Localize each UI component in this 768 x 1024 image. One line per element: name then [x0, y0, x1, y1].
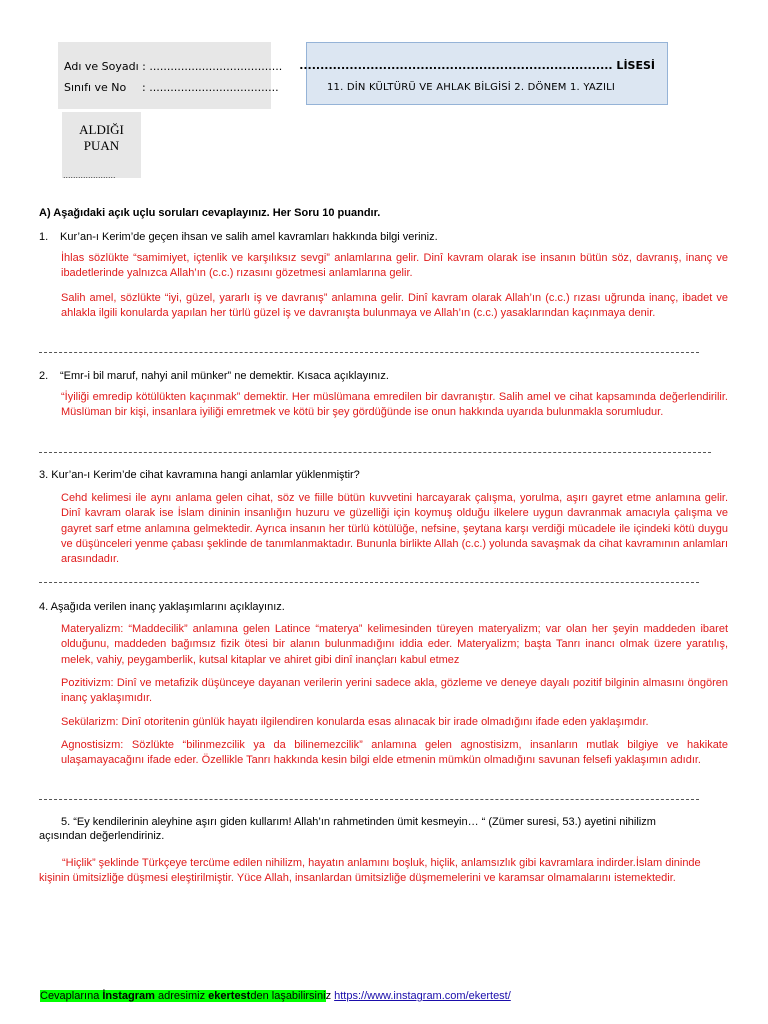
question-2 [39, 370, 389, 382]
name-line [64, 60, 282, 73]
question-5 [61, 816, 656, 828]
question-text: Aşağıda verilen inanç yaklaşımlarını açıklayınız. [50, 601, 285, 613]
score-box [62, 112, 141, 178]
question-number: 3. [39, 469, 49, 481]
footer-instagram: İnstagram [102, 990, 155, 1002]
answer-1a: İhlas sözlükte “samimiyet, içtenlik ve karşılıksız sevgi” anlamlarına gelir. Dinî kavram olarak ise insanın bütün söz, davranış, inanç ve ibadetlerinde yalnızca Allah’ın (c.c.) rızasını gözetmesi anlamlarına gelir. [61, 252, 728, 280]
class-label: Sınıfı ve No [64, 81, 127, 94]
footer-ekertest: ekertest [208, 990, 251, 1002]
separator [39, 352, 699, 353]
name-blank: ...................................... [149, 60, 283, 73]
answer-1b: Salih amel, sözlükte “iyi, güzel, yararlı iş ve davranış” anlamına gelir. Dinî kavram olarak Allah’ın (c.c.) rızası uğrunda inanç, ibadet ve ahlakla ilgili konularda yapılan her türlü güzel iş ve davranışta bulunmaya ve Allah’ın (c.c.) yasaklarından kaçınmaya denir. [61, 292, 728, 320]
class-blank: ..................................... [149, 81, 279, 94]
question-text: “Emr-i bil maruf, nahyi anil münker” ne demektir. Kısaca açıklayınız. [60, 370, 389, 382]
name-label: Adı ve Soyadı : [64, 60, 146, 73]
footer-text-4: z [325, 990, 335, 1002]
question-number: 4. [39, 601, 49, 613]
separator [39, 799, 699, 800]
footer-text-3: den laşabilirsini [250, 990, 326, 1002]
student-info-box [58, 42, 283, 109]
class-colon: : [142, 81, 146, 94]
score-label [62, 122, 141, 154]
score-label-line2: PUAN [83, 138, 120, 153]
class-line [64, 81, 279, 94]
footer-text-2: adresimiz [154, 990, 209, 1002]
exam-title: 11. DİN KÜLTÜRÜ VE AHLAK BİLGİSİ 2. DÖNEM 1. YAZILI [327, 82, 616, 93]
footer-note [40, 990, 511, 1002]
separator [39, 582, 699, 583]
question-number: 1. [39, 231, 49, 243]
answer-4-agnostisizm: Agnostisizm: Sözlükte “bilinmezcilik ya da bilinemezcilik” anlamına gelen agnostisizm, insanların mutlak bilgiye ve hakikate ulaşamayacağını ifade eder. Özellikle Tanrı hakkında kesin bilgi elde etmenin mümkün olmadığını savunan felsefi yaklaşımın adıdır. [61, 739, 728, 767]
question-text: Kur’an-ı Kerim’de geçen ihsan ve salih amel kavramları hakkında bilgi veriniz. [60, 231, 438, 243]
school-name-line: ........................................................................... LİSESİ [299, 59, 655, 72]
answer-4-pozitivizm: Pozitivizm: Dinî ve metafizik düşünceye dayanan verilerin yerini sadece akla, gözleme ve deneye dayalı pozitif bilginin almasını öngören inanç yaklaşımıdır. [61, 677, 728, 705]
footer-text-1: Cevaplarına [40, 990, 103, 1002]
question-3 [39, 469, 360, 481]
school-info-box [299, 42, 668, 105]
score-blank: ..................... [63, 170, 116, 180]
answer-4-sekularizm: Sekülarizm: Dinî otoritenin günlük hayatı ilgilendiren konularda esas alınacak bir irade olmadığını ifade eden yaklaşımdır. [61, 716, 649, 728]
instructions-heading: A) Aşağıdaki açık uçlu soruları cevaplayınız. Her Soru 10 puandır. [39, 207, 381, 219]
instagram-link[interactable]: https://www.instagram.com/ekertest/ [334, 990, 511, 1002]
separator [39, 452, 711, 453]
question-number: 2. [39, 370, 49, 382]
answer-2: “İyiliği emredip kötülükten kaçınmak” demektir. Her müslümana emredilen bir davranıştır. Salih amel ve cihat kapsamında değerlendirilir. Müslüman bir kişi, insanlara iyiliği emretmek ve kötü bir şey gördüğünde ise onun hakkında uyarıda bulunmakla sorumludur. [61, 391, 728, 419]
question-text: Kur’an-ı Kerim’de cihat kavramına hangi anlamlar yüklenmiştir? [51, 469, 360, 481]
score-label-line1: ALDIĞI [79, 122, 124, 137]
question-4 [39, 601, 285, 613]
question-1 [39, 231, 438, 243]
answer-3: Cehd kelimesi ile aynı anlama gelen cihat, söz ve fiille bütün kuvvetini harcayarak çalışma, yorulma, aşırı gayret etme anlamına gelir. Dinî kavram olarak ise İslam dininin insanlığın huzuru ve güzelliği için koymuş olduğu ilkelere uygun davranmak amacıyla çalışma ve gayret sarf etme anlamına gelmektedir. Ayrıca insanın her türlü kötülüğe, nefsine, şeytana karşı verdiği mücadele ile içindeki kötü duygu ve düşünceleri yenme çabası şeklinde de tanımlanmaktadır. Bununla birlikte Allah (c.c.) yolunda savaşmak da cihat kavramının anlamları arasındadır. [61, 492, 728, 566]
answer-5: “Hiçlik” şeklinde Türkçeye tercüme edilen nihilizm, hayatın anlamını boşluk, hiçlik, anlamsızlık gibi kavramlara indirder.İslam dininde kişinin ümitsizliğe düşmesi eleştirilmiştir. Yüce Allah, insanlardan ümitsizliğe düşmemelerini ve karamsar olmamalarını istemektedir. [39, 857, 701, 885]
question-text-line1: “Ey kendilerinin aleyhine aşırı giden kullarım! Allah’ın rahmetinden ümit kesmeyin… “ (Zümer suresi, 53.) ayetini nihilizm [73, 816, 656, 828]
question-number: 5. [61, 816, 71, 828]
question-5-line2: açısından değerlendiriniz. [39, 830, 165, 842]
answer-4-materyalizm: Materyalizm: “Maddecilik” anlamına gelen Latince “materya” kelimesinden türeyen materyalizm; var olan her şeyin maddeden ibaret olduğunu, maddeden bağımsız fizik ötesi bir alanın bulunmadığını iddia eder. Materyalizm; başta Tanrı inancı olmak üzere yaratılış, melek, vahiy, peygamberlik, kutsal kitaplar ve ahiret gibi dinî inançları kabul etmez [61, 623, 728, 666]
